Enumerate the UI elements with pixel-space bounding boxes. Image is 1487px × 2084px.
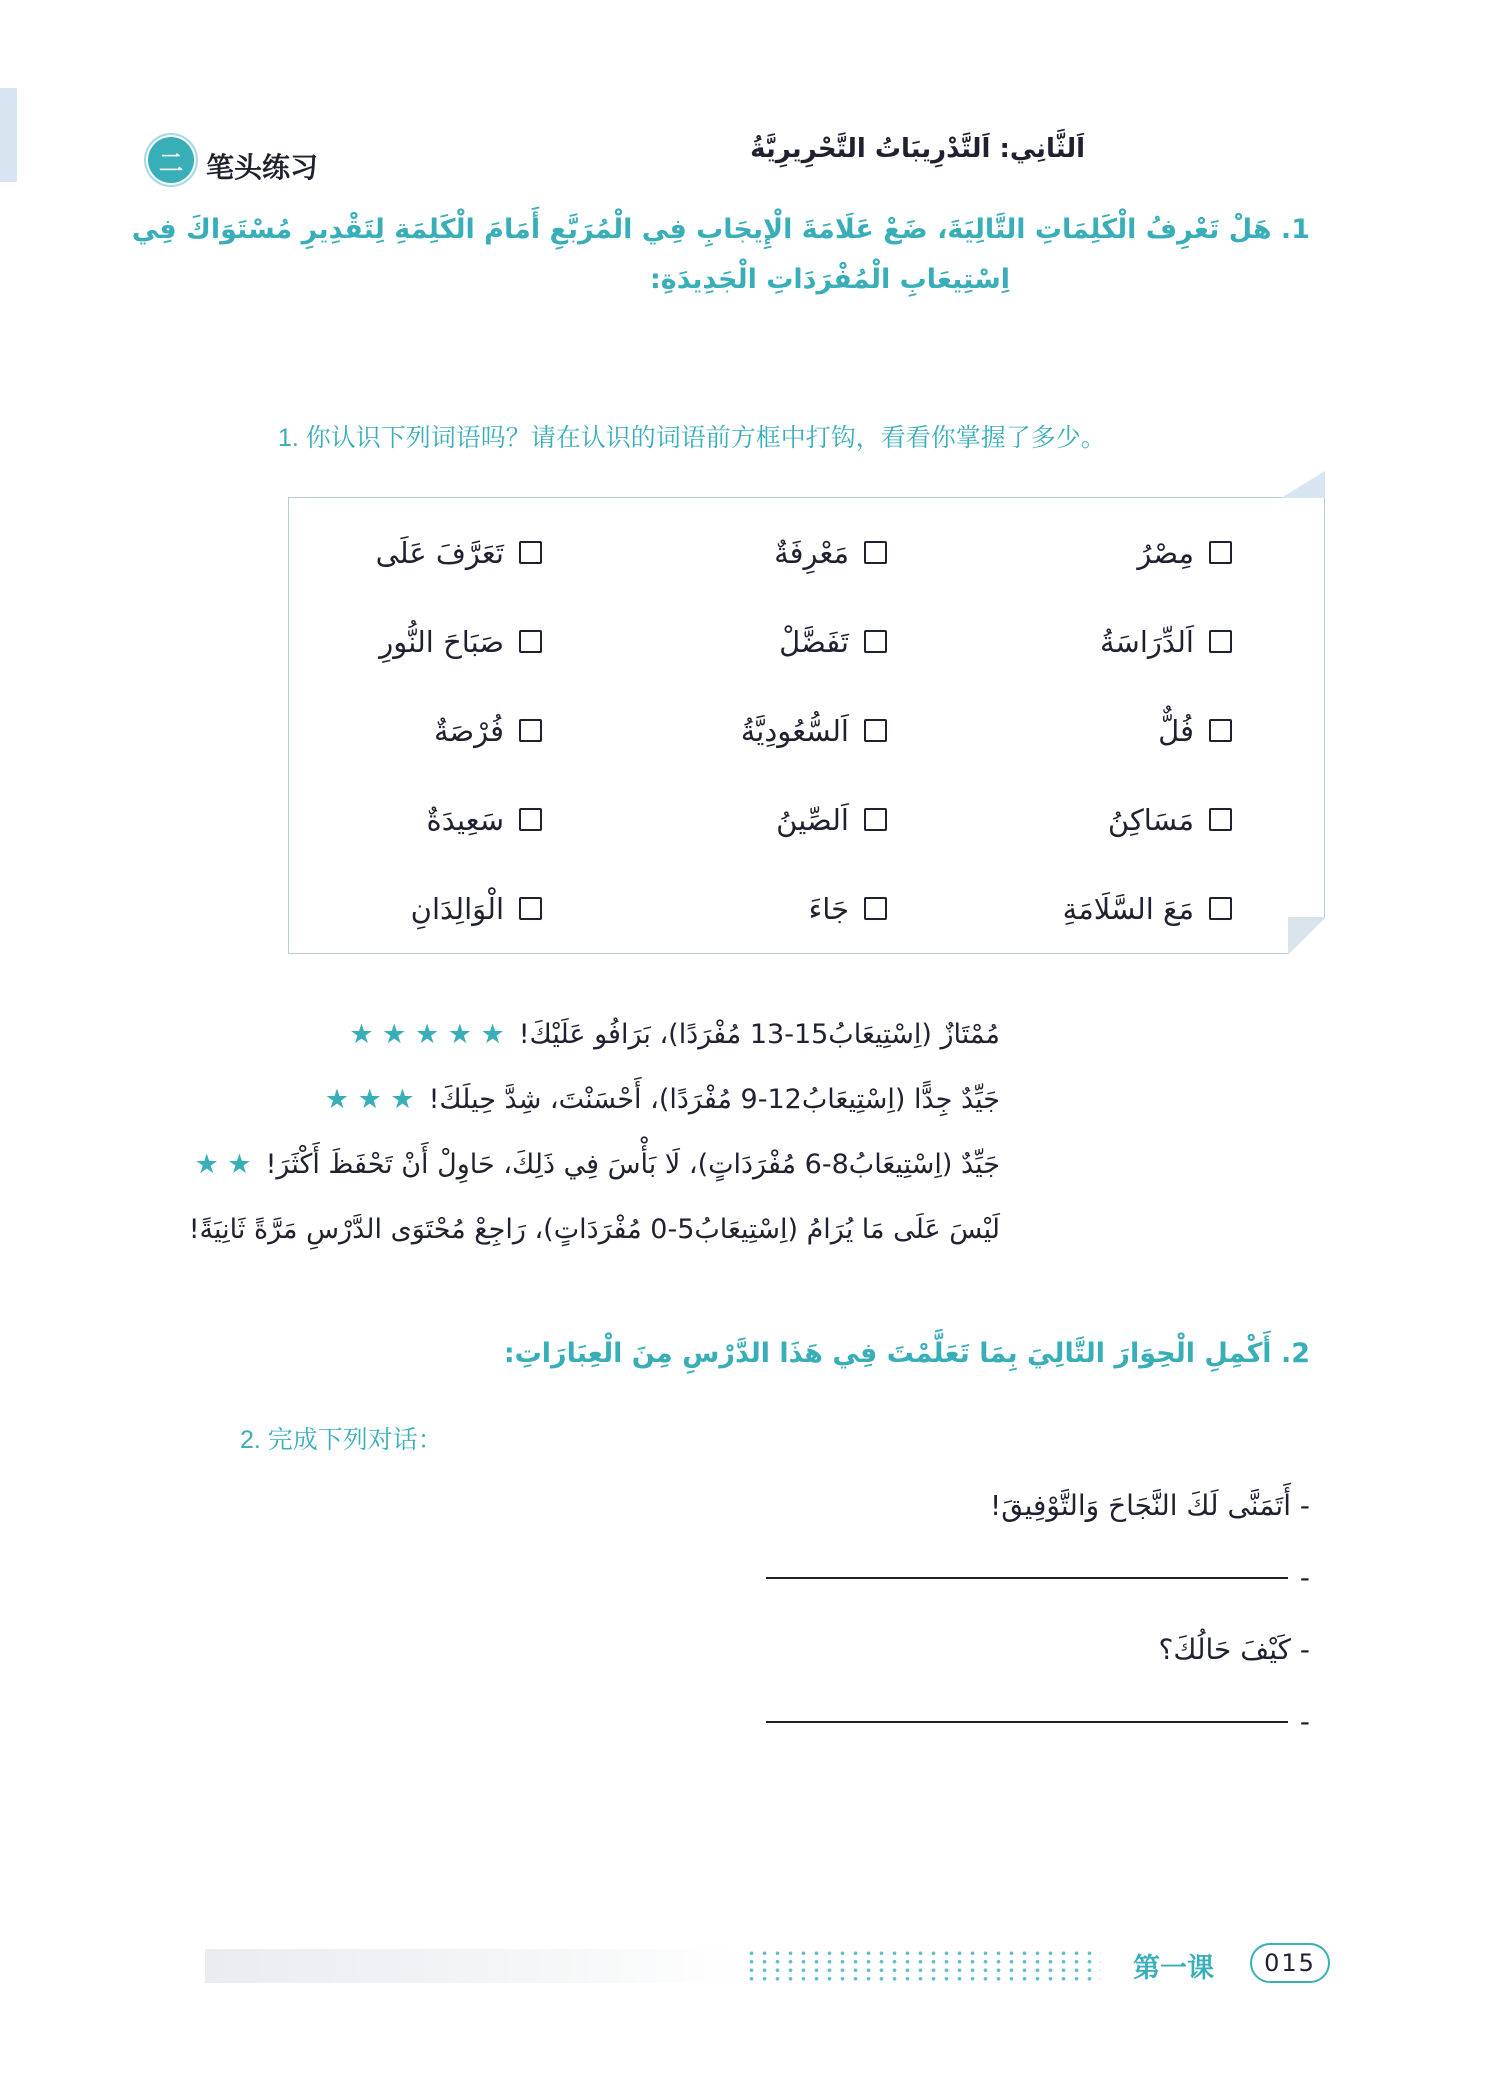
word-label: مَعْرِفَةٌ: [774, 535, 849, 570]
word-label: مَسَاكِنُ: [1107, 802, 1194, 837]
section-badge-icon: [148, 137, 194, 183]
exercise1-instruction-line1: 1. هَلْ تَعْرِفُ الْكَلِمَاتِ التَّالِيَةَ، ضَعْ عَلَامَةَ الْإِيجَابِ فِي الْمُرَبَّعِ أَمَامَ الْكَلِمَةِ لِتَقْدِيرِ مُسْتَوَاكَ فِي: [131, 214, 1310, 245]
rating-line-0-stars: [175, 1197, 1000, 1262]
answer-blank-line[interactable]: [766, 1577, 1288, 1579]
section-title-ar: اَلثَّانِي: اَلتَّدْرِيبَاتُ التَّحْرِيرِيَّةُ: [750, 134, 1085, 164]
word-checkbox[interactable]: [864, 719, 887, 742]
word-checkbox[interactable]: [1209, 630, 1232, 653]
section-badge-label: 二: [159, 149, 183, 177]
word-label: صَبَاحَ النُّورِ: [379, 624, 504, 659]
page-number-badge: [1250, 1943, 1330, 1983]
word-item: [634, 597, 979, 686]
corner-accent-decoration: [1281, 471, 1325, 498]
word-item: [979, 597, 1324, 686]
word-checkbox[interactable]: [864, 897, 887, 920]
rating-line-3-stars: [175, 1067, 1000, 1132]
word-label: مِصْرُ: [1137, 535, 1194, 570]
dialogue-section: [766, 1480, 1310, 1768]
footer-gradient-band: [205, 1949, 740, 1983]
word-label: اَلصِّينُ: [776, 802, 849, 837]
answer-row: [766, 1676, 1310, 1768]
dialogue-line: - أَتَمَنَّى لَكَ النَّجَاحَ وَالتَّوْفِيقَ!: [990, 1489, 1310, 1522]
word-item: [979, 686, 1324, 775]
rating-text: جَيِّدٌ (اِسْتِيعَابُ8-6 مُفْرَدَاتٍ)، لَا بَأْسَ فِي ذَلِكَ، حَاوِلْ أَنْ تَحْفَظَ أَكْثَرَ!: [265, 1149, 1000, 1180]
word-label: اَلدِّرَاسَةُ: [1099, 624, 1194, 659]
word-checkbox[interactable]: [519, 897, 542, 920]
page-edge-decoration: [0, 88, 17, 182]
rating-line-5-stars: [175, 1002, 1000, 1067]
rating-text: جَيِّدٌ جِدًّا (اِسْتِيعَابُ12-9 مُفْرَدًا)، أَحْسَنْتَ، شِدَّ حِيلَكَ!: [428, 1084, 1000, 1115]
dialogue-line: - كَيْفَ حَالُكَ؟: [1158, 1633, 1310, 1666]
rating-text: مُمْتَازٌ (اِسْتِيعَابُ15-13 مُفْرَدًا)، بَرَافُو عَلَيْكَ!: [518, 1019, 1000, 1050]
word-checkbox[interactable]: [1209, 541, 1232, 564]
word-label: مَعَ السَّلَامَةِ: [1062, 891, 1194, 926]
word-item: [289, 597, 634, 686]
exercise2-instruction-cn: 2. 完成下列对话：: [240, 1426, 443, 1454]
folded-corner-decoration: [1288, 917, 1326, 955]
exercise1-instruction-ar: [131, 205, 1310, 305]
word-item: [634, 864, 979, 953]
word-checkbox[interactable]: [519, 719, 542, 742]
word-item: [634, 775, 979, 864]
word-checkbox[interactable]: [864, 630, 887, 653]
rating-scale: [175, 1002, 1000, 1262]
star-icons: ★ ★ ★: [324, 1084, 415, 1115]
star-icons: ★ ★: [194, 1149, 252, 1180]
vocabulary-box: [288, 497, 1325, 954]
footer-dots-decoration: [745, 1949, 1101, 1983]
word-checkbox[interactable]: [864, 808, 887, 831]
rating-line-2-stars: [175, 1132, 1000, 1197]
word-checkbox[interactable]: [1209, 719, 1232, 742]
exercise2-instruction-ar: 2. أَكْمِلِ الْحِوَارَ التَّالِيَ بِمَا تَعَلَّمْتَ فِي هَذَا الدَّرْسِ مِنَ الْعِبَارَاتِ:: [503, 1338, 1310, 1369]
vocabulary-grid: [289, 498, 1324, 953]
word-checkbox[interactable]: [1209, 897, 1232, 920]
page-number: 015: [1264, 1949, 1316, 1977]
word-checkbox[interactable]: [519, 630, 542, 653]
word-item: [634, 686, 979, 775]
star-icons: [175, 1214, 189, 1245]
word-checkbox[interactable]: [519, 541, 542, 564]
word-item: [634, 508, 979, 597]
word-label: سَعِيدَةٌ: [426, 802, 504, 837]
answer-row: [766, 1532, 1310, 1624]
exercise1-instruction-line2: اِسْتِيعَابِ الْمُفْرَدَاتِ الْجَدِيدَةِ:: [649, 264, 1010, 295]
exercise1-instruction-cn: 1. 你认识下列词语吗？请在认识的词语前方框中打钩，看看你掌握了多少。: [278, 424, 1106, 452]
word-label: فُلٌّ: [1158, 713, 1194, 748]
word-label: تَعَرَّفَ عَلَى: [375, 535, 504, 570]
word-item: [979, 508, 1324, 597]
word-checkbox[interactable]: [864, 541, 887, 564]
word-item: [289, 686, 634, 775]
word-checkbox[interactable]: [1209, 808, 1232, 831]
word-item: [979, 864, 1324, 953]
word-label: الْوَالِدَانِ: [410, 891, 504, 926]
section-title-cn: 笔头练习: [206, 152, 319, 183]
word-label: فُرْصَةٌ: [433, 713, 504, 748]
word-item: [289, 508, 634, 597]
word-label: جَاءَ: [808, 891, 849, 926]
answer-blank-line[interactable]: [766, 1721, 1288, 1723]
dialogue-dash: -: [1299, 1705, 1310, 1738]
word-item: [979, 775, 1324, 864]
lesson-label: 第一课: [1133, 1953, 1214, 1983]
word-item: [289, 775, 634, 864]
word-label: اَلسُّعُودِيَّةُ: [740, 713, 849, 748]
dialogue-dash: -: [1299, 1561, 1310, 1594]
word-checkbox[interactable]: [519, 808, 542, 831]
star-icons: ★ ★ ★ ★ ★: [349, 1019, 505, 1050]
word-label: تَفَضَّلْ: [779, 624, 849, 659]
rating-text: لَيْسَ عَلَى مَا يُرَامُ (اِسْتِيعَابُ5-0 مُفْرَدَاتٍ)، رَاجِعْ مُحْتَوَى الدَّرْسِ مَرَّةً ثَانِيَةً!: [188, 1214, 1000, 1245]
word-item: [289, 864, 634, 953]
